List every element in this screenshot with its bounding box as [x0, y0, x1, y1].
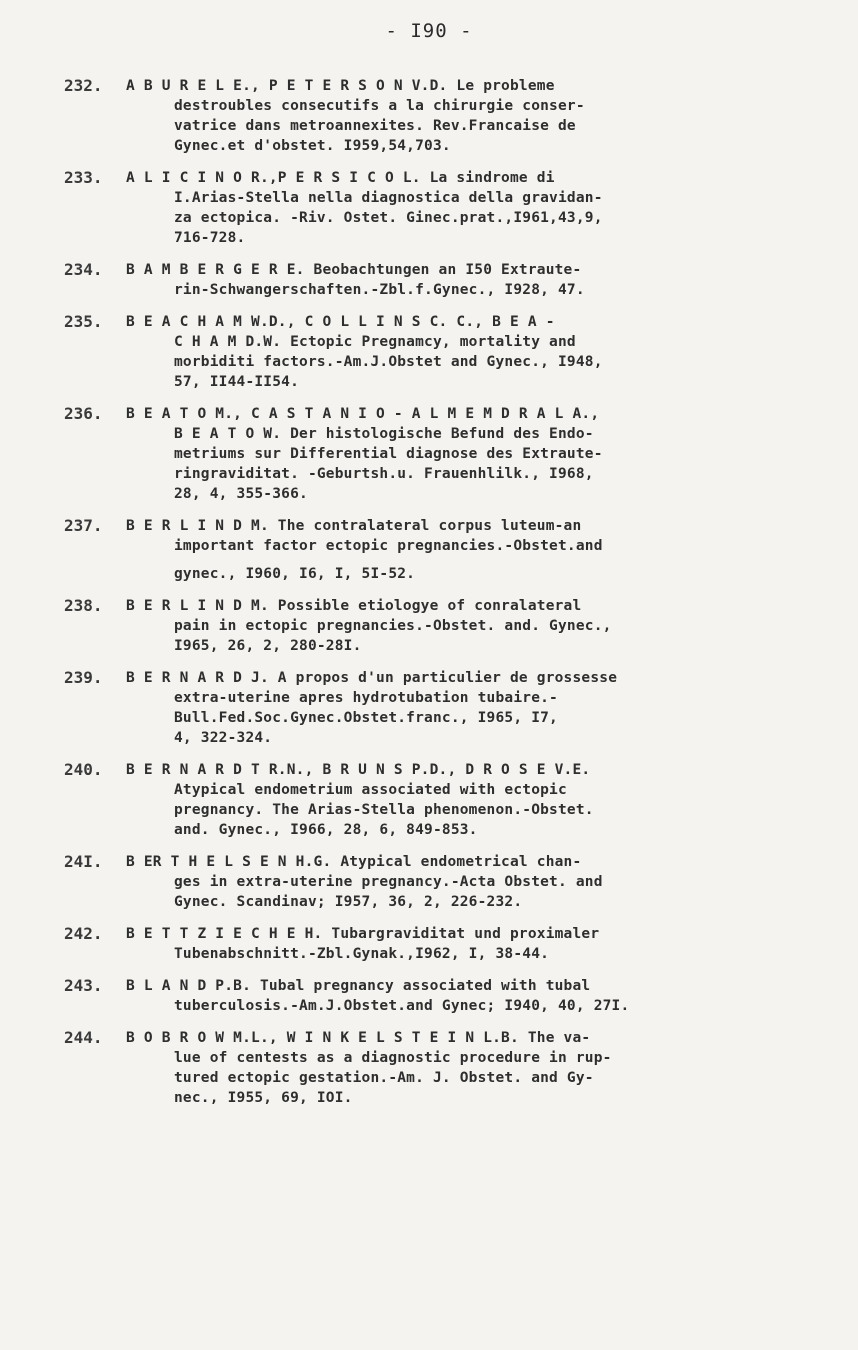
entry-number: 235. [64, 312, 103, 331]
bibliography-entry [0, 168, 858, 248]
entry-line: Atypical endometrium associated with ectopic [174, 782, 567, 798]
bibliography-entry [0, 852, 858, 912]
entry-line: metriums sur Differential diagnose des Extraute- [174, 446, 603, 462]
entry-number: 242. [64, 924, 103, 943]
bibliography-entry [0, 404, 858, 504]
bibliography-entry [0, 1028, 858, 1108]
entry-text [126, 404, 816, 504]
entry-line: destroubles consecutifs a la chirurgie conser- [174, 98, 585, 114]
entry-number: 244. [64, 1028, 103, 1047]
entry-line: B L A N D P.B. Tubal pregnancy associated with tubal [126, 978, 591, 994]
entry-line: B O B R O W M.L., W I N K E L S T E I N L.B. The va- [126, 1030, 591, 1046]
entry-number: 237. [64, 516, 103, 535]
entry-line: B E A C H A M W.D., C O L L I N S C. C., B E A - [126, 314, 555, 330]
entry-line: B E T T Z I E C H E H. Tubargraviditat und proximaler [126, 926, 600, 942]
entry-line: pregnancy. The Arias-Stella phenomenon.-Obstet. [174, 802, 594, 818]
entry-number: 24I. [64, 852, 103, 871]
entry-line: lue of centests as a diagnostic procedure in rup- [174, 1050, 612, 1066]
entry-line: A B U R E L E., P E T E R S O N V.D. Le probleme [126, 78, 555, 94]
entry-line: 28, 4, 355-366. [174, 486, 308, 502]
entry-text [126, 976, 816, 1016]
entry-line: 4, 322-324. [174, 730, 273, 746]
entry-line: and. Gynec., I966, 28, 6, 849-853. [174, 822, 478, 838]
entry-line: rin-Schwangerschaften.-Zbl.f.Gynec., I928, 47. [174, 282, 585, 298]
entry-line: nec., I955, 69, IOI. [174, 1090, 353, 1106]
bibliography-entry [0, 924, 858, 964]
entry-text [126, 516, 816, 584]
entry-line: A L I C I N O R.,P E R S I C O L. La sindrome di [126, 170, 555, 186]
entry-line: Bull.Fed.Soc.Gynec.Obstet.franc., I965, I7, [174, 710, 558, 726]
entry-text [126, 168, 816, 248]
entry-text [126, 76, 816, 156]
entry-line: vatrice dans metroannexites. Rev.Francaise de [174, 118, 576, 134]
entry-number: 239. [64, 668, 103, 687]
entry-line: pain in ectopic pregnancies.-Obstet. and. Gynec., [174, 618, 612, 634]
entry-number: 236. [64, 404, 103, 423]
entry-line: tured ectopic gestation.-Am. J. Obstet. and Gy- [174, 1070, 594, 1086]
entry-line: extra-uterine apres hydrotubation tubaire.- [174, 690, 558, 706]
entry-line: 716-728. [174, 230, 246, 246]
entry-line: morbiditi factors.-Am.J.Obstet and Gynec., I948, [174, 354, 603, 370]
entry-line: Gynec. Scandinav; I957, 36, 2, 226-232. [174, 894, 523, 910]
page-number: - I90 - [385, 20, 473, 42]
entry-text [126, 1028, 816, 1108]
entry-text [126, 852, 816, 912]
entry-line: tuberculosis.-Am.J.Obstet.and Gynec; I940, 40, 27I. [174, 998, 630, 1014]
bibliography-entry [0, 312, 858, 392]
entry-line: 57, II44-II54. [174, 374, 300, 390]
entry-number: 238. [64, 596, 103, 615]
bibliography-entry [0, 260, 858, 300]
entry-line: B A M B E R G E R E. Beobachtungen an I50 Extraute- [126, 262, 582, 278]
bibliography-list [0, 76, 858, 1120]
entry-line: B E R L I N D M. The contralateral corpus luteum-an [126, 518, 582, 534]
entry-line: gynec., I960, I6, I, 5I-52. [174, 566, 416, 582]
entry-line: B ER T H E L S E N H.G. Atypical endometrical chan- [126, 854, 582, 870]
entry-line: B E A T O M., C A S T A N I O - A L M E M D R A L A., [126, 406, 600, 422]
entry-number: 240. [64, 760, 103, 779]
entry-text [126, 924, 816, 964]
entry-line: B E R N A R D T R.N., B R U N S P.D., D R O S E V.E. [126, 762, 591, 778]
bibliography-entry [0, 976, 858, 1016]
bibliography-entry [0, 596, 858, 656]
entry-text [126, 312, 816, 392]
bibliography-entry [0, 76, 858, 156]
entry-line: I965, 26, 2, 280-28I. [174, 638, 362, 654]
entry-line: ringraviditat. -Geburtsh.u. Frauenhlilk., I968, [174, 466, 594, 482]
entry-text [126, 260, 816, 300]
entry-line: B E R L I N D M. Possible etiologye of conralateral [126, 598, 582, 614]
entry-line: important factor ectopic pregnancies.-Obstet.and [174, 538, 603, 554]
bibliography-entry [0, 760, 858, 840]
entry-number: 232. [64, 76, 103, 95]
entry-text [126, 668, 816, 748]
entry-line: B E R N A R D J. A propos d'un particulier de grossesse [126, 670, 618, 686]
entry-number: 243. [64, 976, 103, 995]
entry-text [126, 760, 816, 840]
bibliography-entry [0, 668, 858, 748]
entry-line: C H A M D.W. Ectopic Pregnamcy, mortality and [174, 334, 576, 350]
entry-text [126, 596, 816, 656]
entry-line: Tubenabschnitt.-Zbl.Gynak.,I962, I, 38-44. [174, 946, 550, 962]
bibliography-entry [0, 516, 858, 584]
entry-number: 234. [64, 260, 103, 279]
entry-line: Gynec.et d'obstet. I959,54,703. [174, 138, 451, 154]
entry-line: B E A T O W. Der histologische Befund des Endo- [174, 426, 594, 442]
entry-line: ges in extra-uterine pregnancy.-Acta Obstet. and [174, 874, 603, 890]
entry-line: za ectopica. -Riv. Ostet. Ginec.prat.,I961,43,9, [174, 210, 603, 226]
entry-number: 233. [64, 168, 103, 187]
entry-line: I.Arias-Stella nella diagnostica della gravidan- [174, 190, 603, 206]
